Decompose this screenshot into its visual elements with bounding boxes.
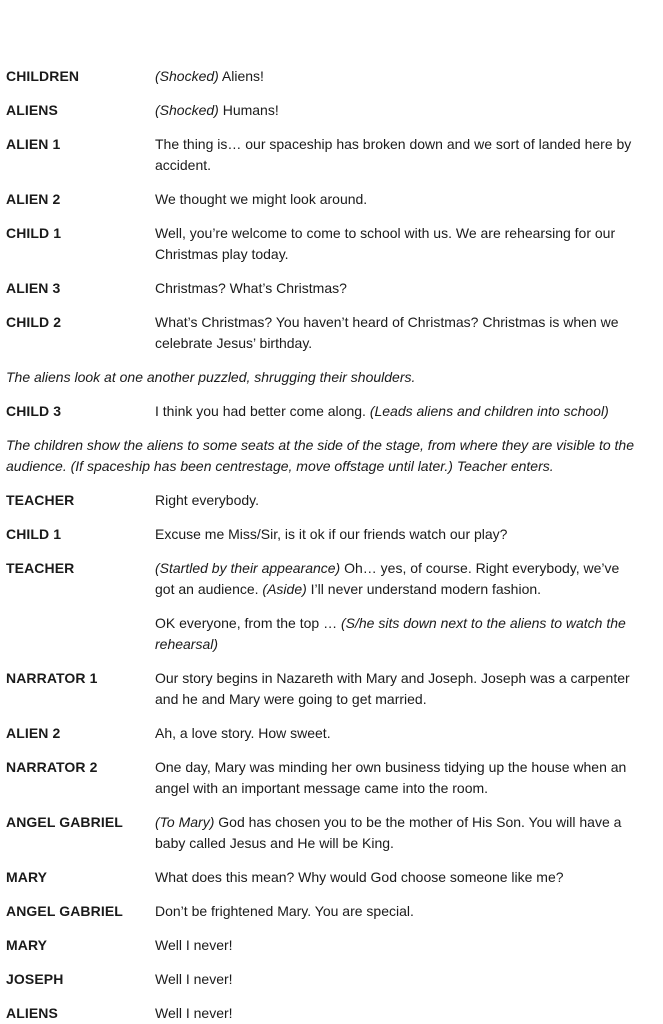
speaker-name: MARY [6, 869, 48, 885]
dialogue-text-part: Don’t be frightened Mary. You are special. [155, 903, 414, 919]
stage-note-text: (Leads aliens and children into school) [369, 403, 609, 419]
dialogue-text-part: Christmas? What’s Christmas? [155, 280, 347, 296]
dialogue-text-part: Well I never! [155, 937, 233, 953]
dialogue-text [155, 668, 633, 710]
dialogue-text-part: God has chosen you to be the mother of His Son. You will have a baby called Jesus and He will be King. [155, 814, 622, 851]
script-line-row [6, 723, 647, 744]
script-line-row [6, 312, 647, 354]
speaker-name: MARY [6, 937, 48, 953]
speaker-name: CHILD 1 [6, 526, 62, 542]
script-line-row [6, 490, 647, 511]
script-line-row [6, 66, 647, 87]
dialogue-text [155, 312, 633, 354]
dialogue-text-part: Excuse me Miss/Sir, is it ok if our friends watch our play? [155, 526, 508, 542]
script-body [6, 66, 647, 1024]
dialogue-text [155, 189, 633, 210]
script-line-row [6, 613, 647, 655]
script-line-row [6, 401, 647, 422]
dialogue-text-part: I think you had better come along. [155, 403, 370, 419]
speaker-name: TEACHER [6, 492, 75, 508]
dialogue-text [155, 867, 633, 888]
stage-direction [6, 435, 646, 477]
dialogue-text [155, 757, 633, 799]
script-line-row [6, 757, 647, 799]
dialogue-text-part: Well, you’re welcome to come to school with us. We are rehearsing for our Christmas play today. [155, 225, 616, 262]
script-line-row [6, 524, 647, 545]
dialogue-text-part: Aliens! [218, 68, 264, 84]
dialogue-text [155, 490, 633, 511]
speaker-name: ALIEN 2 [6, 725, 61, 741]
dialogue-text [155, 100, 633, 121]
dialogue-text [155, 66, 633, 87]
dialogue-text [155, 935, 633, 956]
script-line-row [6, 867, 647, 888]
dialogue-text [155, 134, 633, 176]
dialogue-text [155, 558, 633, 600]
dialogue-text-part: We thought we might look around. [155, 191, 368, 207]
stage-note-text: The aliens look at one another puzzled, shrugging their shoulders. [6, 369, 416, 385]
stage-note-text: (Startled by their appearance) [155, 560, 341, 576]
speaker-name: TEACHER [6, 560, 75, 576]
script-line-row [6, 969, 647, 990]
dialogue-text [155, 969, 633, 990]
script-line-row [6, 223, 647, 265]
stage-note-text: (Aside) [262, 581, 307, 597]
script-line-row [6, 134, 647, 176]
stage-direction [6, 367, 646, 388]
dialogue-text [155, 901, 633, 922]
script-line-row [6, 935, 647, 956]
stage-note-text: (S/he sits down next to the aliens to watch the rehearsal) [155, 615, 626, 652]
dialogue-text-part: Well I never! [155, 971, 233, 987]
dialogue-text-part: Oh… yes, of course. Right everybody, we’ve got an audience. [155, 560, 620, 597]
dialogue-text-part: I’ll never understand modern fashion. [306, 581, 542, 597]
dialogue-text-part: OK everyone, from the top … [155, 615, 341, 631]
dialogue-text [155, 223, 633, 265]
speaker-name: ALIENS [6, 102, 58, 118]
speaker-name: ALIEN 3 [6, 280, 61, 296]
dialogue-text-part: Ah, a love story. How sweet. [155, 725, 331, 741]
speaker-name: JOSEPH [6, 971, 64, 987]
speaker-name: CHILD 3 [6, 403, 62, 419]
dialogue-text [155, 613, 633, 655]
dialogue-text [155, 524, 633, 545]
dialogue-text-part: Well I never! [155, 1005, 233, 1021]
script-line-row [6, 189, 647, 210]
stage-note-text: (Shocked) [155, 68, 219, 84]
script-line-row [6, 901, 647, 922]
script-line-row [6, 1003, 647, 1024]
dialogue-text-part: Our story begins in Nazareth with Mary and Joseph. Joseph was a carpenter and he and Mary were going to get married. [155, 670, 630, 707]
dialogue-text [155, 723, 633, 744]
speaker-name: CHILD 2 [6, 314, 62, 330]
script-line-row [6, 668, 647, 710]
speaker-name: ALIEN 1 [6, 136, 61, 152]
dialogue-text-part: One day, Mary was minding her own business tidying up the house when an angel with an important message came into the room. [155, 759, 627, 796]
dialogue-text-part: Humans! [218, 102, 279, 118]
script-line-row [6, 812, 647, 854]
dialogue-text-part: What does this mean? Why would God choose someone like me? [155, 869, 564, 885]
speaker-name: CHILDREN [6, 68, 80, 84]
dialogue-text [155, 1003, 633, 1024]
stage-note-text: (To Mary) [155, 814, 215, 830]
speaker-name: NARRATOR 1 [6, 670, 98, 686]
speaker-name: ALIENS [6, 1005, 58, 1021]
dialogue-text [155, 278, 633, 299]
speaker-name: ANGEL GABRIEL [6, 814, 123, 830]
speaker-name: CHILD 1 [6, 225, 62, 241]
speaker-name: ANGEL GABRIEL [6, 903, 123, 919]
dialogue-text [155, 401, 633, 422]
script-line-row [6, 278, 647, 299]
stage-note-text: (Shocked) [155, 102, 219, 118]
speaker-name: ALIEN 2 [6, 191, 61, 207]
dialogue-text [155, 812, 633, 854]
script-line-row [6, 100, 647, 121]
dialogue-text-part: The thing is… our spaceship has broken down and we sort of landed here by accident. [155, 136, 632, 173]
stage-note-text: The children show the aliens to some seats at the side of the stage, from where they are visible to the audience. (If spaceship has been centrestage, move offstage until later.) Teacher enters. [6, 437, 635, 474]
dialogue-text-part: Right everybody. [155, 492, 260, 508]
dialogue-text-part: What’s Christmas? You haven’t heard of Christmas? Christmas is when we celebrate Jesus’ birthday. [155, 314, 619, 351]
script-line-row [6, 558, 647, 600]
speaker-name: NARRATOR 2 [6, 759, 98, 775]
